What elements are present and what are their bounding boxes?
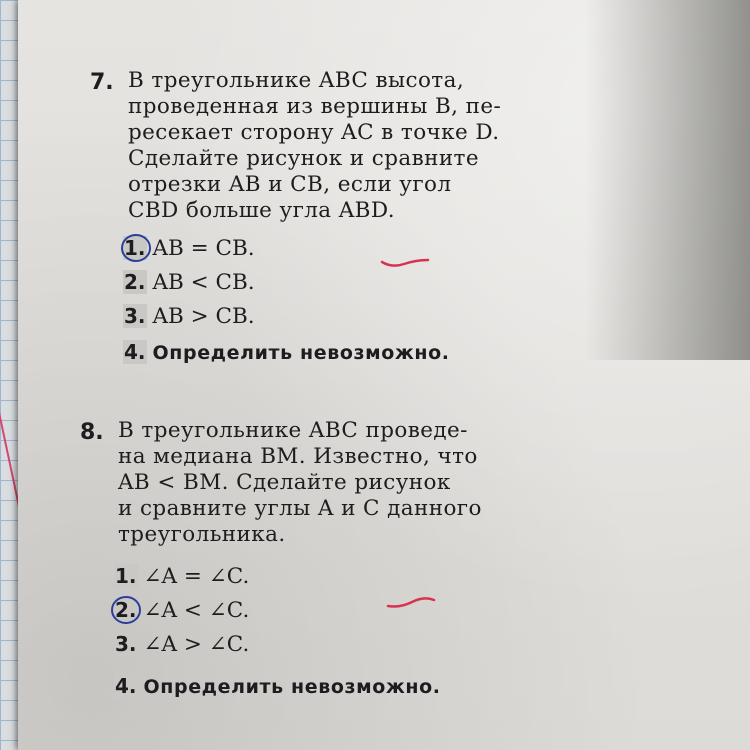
option-number: 1. [124,236,146,260]
option-number: 4. [115,674,137,698]
option-text: AB < CB. [152,270,255,295]
answer-option[interactable] [123,270,255,295]
problem-text-line: и сравните углы A и C данного [118,496,482,521]
problem-text-line: ресекает сторону AC в точке D. [128,120,500,145]
problem-text-line: В треугольнике ABC проведе- [118,418,468,443]
answer-option[interactable] [123,340,450,365]
answer-option[interactable] [114,564,249,589]
option-text: ∠A < ∠C. [143,598,250,623]
blue-circle-mark [108,592,148,628]
problem-number: 8. [80,420,104,445]
option-number: 1. [115,564,137,588]
option-number: 4. [124,340,146,364]
problem-text-line: В треугольнике ABC высота, [128,68,465,93]
option-text: AB > CB. [152,304,255,329]
option-text: ∠A > ∠C. [143,632,250,657]
problem-number: 7. [90,70,114,95]
option-number: 2. [115,598,137,622]
textbook-page [18,0,750,750]
option-number: 2. [124,270,146,294]
option-text: Определить невозможно. [152,342,450,364]
page-shadow [585,0,750,360]
option-number: 3. [115,632,137,656]
option-text: ∠A = ∠C. [143,564,250,589]
option-text: AB = CB. [152,236,255,261]
problem-text-line: AB < BM. Сделайте рисунок [118,470,451,495]
problem-text-line: проведенная из вершины B, пе- [128,94,502,119]
red-check-mark [386,594,436,616]
answer-option[interactable] [123,304,255,329]
problem-text-line: Сделайте рисунок и сравните [128,146,479,171]
answer-option[interactable] [114,632,249,657]
answer-option[interactable] [114,674,441,699]
problem-text-line: CBD больше угла ABD. [128,198,395,223]
blue-circle-mark [118,230,158,266]
problem-text-line: отрезки AB и CB, если угол [128,172,452,197]
problem-text-line: на медиана BM. Известно, что [118,444,478,469]
problem-text-line: треугольника. [118,522,286,547]
option-number: 3. [124,304,146,328]
red-check-mark [380,252,430,272]
option-text: Определить невозможно. [143,676,441,698]
